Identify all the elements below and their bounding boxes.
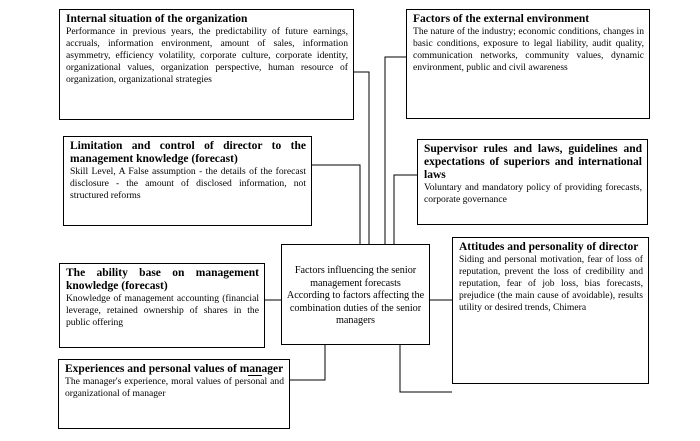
- center-line-2: According to factors affecting the combination duties of the senior managers: [286, 290, 425, 326]
- box-attitudes-personality-body: Siding and personal motivation, fear of loss of reputation, prevent the loss of credibility and reputation, fear of job loss, bias forecasts, prejudice (the main cause of avoidable), results utility or desired trends, Chimera: [459, 254, 643, 313]
- box-external-environment: [406, 9, 650, 119]
- box-center-factors: [281, 244, 430, 345]
- box-ability-knowledge: [59, 263, 265, 348]
- connector-external: [385, 57, 406, 244]
- connector-supervisor: [394, 175, 417, 244]
- box-experiences-values-body: The manager's experience, moral values of personal and organizational of manager: [65, 376, 284, 399]
- decorative-tick: [248, 375, 262, 376]
- center-line-1: Factors influencing the senior management forecasts: [294, 265, 417, 289]
- connector-limitation: [312, 165, 360, 244]
- box-experiences-values: [58, 359, 290, 429]
- box-limitation-control-body: Skill Level, A False assumption - the details of the forecast disclosure - the amount of disclosed information, not structured reforms: [70, 166, 306, 201]
- box-limitation-control: [63, 136, 312, 226]
- box-ability-knowledge-title: The ability base on management knowledge (forecast): [66, 267, 259, 292]
- connector-internal: [354, 72, 369, 244]
- box-internal-situation-body: Performance in previous years, the predictability of future earnings, accruals, information environment, amount of sales, information asymmetry, efficiency volatility, corporate culture, corporate identity, organizational values, organization perspective, human resource of organization, organizational strategies: [66, 26, 348, 85]
- connector-experiences: [290, 345, 325, 380]
- box-internal-situation: [59, 9, 354, 120]
- box-attitudes-personality-title: Attitudes and personality of director: [459, 241, 639, 253]
- box-supervisor-rules: [417, 139, 648, 225]
- box-supervisor-rules-body: Voluntary and mandatory policy of providing forecasts, corporate governance: [424, 182, 642, 205]
- box-limitation-control-title: Limitation and control of director to the management knowledge (forecast): [70, 140, 306, 165]
- box-internal-situation-title: Internal situation of the organization: [66, 13, 248, 25]
- box-attitudes-personality: [452, 237, 649, 384]
- box-external-environment-body: The nature of the industry; economic conditions, changes in basic conditions, exposure to legal liability, audit quality, communication networks, community values, dynamic environment, public and civil awareness: [413, 26, 644, 73]
- box-experiences-values-title: Experiences and personal values of manager: [65, 363, 284, 375]
- box-ability-knowledge-body: Knowledge of management accounting (financial leverage, retained ownership of shares in the public offering: [66, 293, 259, 328]
- connector-center-down: [400, 345, 452, 392]
- box-external-environment-title: Factors of the external environment: [413, 13, 590, 25]
- box-supervisor-rules-title: Supervisor rules and laws, guidelines and expectations of superiors and international laws: [424, 143, 642, 181]
